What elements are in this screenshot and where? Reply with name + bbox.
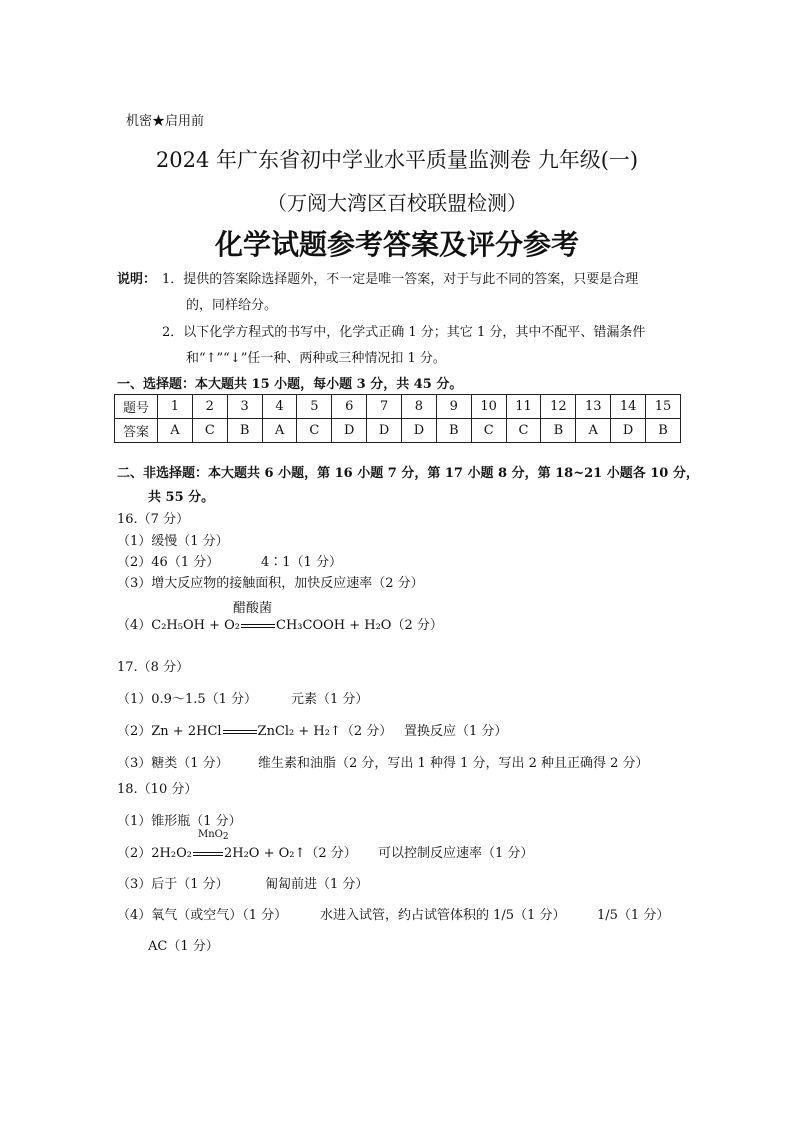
q18-line2 [117, 842, 357, 861]
table-cell: 3 [227, 395, 262, 419]
table-cell: 13 [576, 395, 611, 419]
confidential-label: 机密★启用前 [126, 114, 205, 129]
table-cell: D [332, 419, 367, 443]
note-2a: 2．以下化学方程式的书写中，化学式正确 1 分；其它 1 分，其中不配平、错漏条件 [162, 325, 646, 340]
table-cell: D [402, 419, 437, 443]
answer-table [114, 394, 681, 443]
table-cell: B [541, 419, 576, 443]
table-cell: B [227, 419, 262, 443]
q16-line4-score: （2 分） [391, 618, 443, 633]
table-row-answers [115, 419, 681, 443]
q16-line2b: 4∶1（1 分） [261, 555, 342, 570]
q18-line3b: 匍匐前进（1 分） [265, 877, 369, 892]
note-1a: 1．提供的答案除选择题外，不一定是唯一答案，对于与此不同的答案，只要是合理 [162, 272, 639, 287]
table-cell: 4 [262, 395, 297, 419]
section2-heading-a: 二、非选择题：本大题共 6 小题，第 16 小题 7 分，第 17 小题 8 分，第 18~21 小题各 10 分， [117, 466, 699, 481]
q16-line3: （3）增大反应物的接触面积，加快反应速率（2 分） [117, 576, 424, 591]
table-cell: C [506, 419, 541, 443]
q18-line3a: （3）后于（1 分） [117, 877, 229, 892]
row-label-number: 题号 [115, 395, 158, 419]
table-cell: 7 [367, 395, 402, 419]
table-cell: 5 [297, 395, 332, 419]
table-cell: C [192, 419, 227, 443]
q17-equation-products: ZnCl₂ + H₂↑ [257, 724, 341, 739]
q17-line2b: 置换反应（1 分） [404, 724, 508, 739]
q17-line2-score: （2 分） [340, 724, 393, 739]
q18-line4c: 1/5（1 分） [597, 908, 670, 923]
table-cell: 1 [158, 395, 193, 419]
reaction-equals-sign [241, 624, 275, 628]
q18-line2-prefix: （2）2H [117, 846, 171, 861]
q16-line4-prefix: （4）C [117, 618, 162, 633]
table-cell: B [646, 419, 681, 443]
q18-title: 18.（10 分） [117, 782, 198, 797]
table-cell: B [436, 419, 471, 443]
q16-equation: ₂H₅OH + O₂ CH₃COOH + H₂O [161, 618, 392, 633]
q18-equation: ₂O₂ 2H₂O + O₂↑ [170, 846, 306, 861]
document-title: 化学试题参考答案及评分参考 [214, 228, 579, 261]
table-cell: A [576, 419, 611, 443]
q18-line5: AC（1 分） [148, 939, 219, 954]
q18-line2-score: （2 分） [305, 846, 357, 861]
table-cell: D [367, 419, 402, 443]
note-1b: 的，同样给分。 [186, 298, 278, 313]
table-cell: 10 [471, 395, 506, 419]
row-label-answer: 答案 [115, 419, 158, 443]
table-row-numbers [115, 395, 681, 419]
section2-heading-b: 共 55 分。 [148, 490, 215, 505]
q17-line2-prefix: （2）Zn + 2HCl [117, 724, 222, 739]
q16-catalyst: 醋酸菌 [233, 601, 273, 616]
exam-subtitle: （万阅大湾区百校联盟检测） [267, 191, 527, 215]
q18-line4a: （4）氧气（或空气）（1 分） [117, 908, 288, 923]
q16-title: 16.（7 分） [117, 512, 190, 527]
q18-line1: （1）锥形瓶（1 分） [117, 814, 242, 829]
table-cell: 11 [506, 395, 541, 419]
q16-line1: （1）缓慢（1 分） [117, 534, 229, 549]
q17-line1a: （1）0.9～1.5（1 分） [117, 692, 258, 707]
table-cell: 15 [646, 395, 681, 419]
q18-line4b: 水进入试管，约占试管体积的 1/5（1 分） [320, 908, 566, 923]
exam-title: 2024 年广东省初中学业水平质量监测卷 九年级(一) [155, 148, 639, 172]
table-cell: 2 [192, 395, 227, 419]
table-cell: 12 [541, 395, 576, 419]
q17-line1b: 元素（1 分） [291, 692, 369, 707]
table-cell: 9 [436, 395, 471, 419]
q17-title: 17.（8 分） [117, 660, 190, 675]
q18-catalyst: MnO$_2$ [198, 829, 229, 842]
q17-line3a: （3）糖类（1 分） [117, 756, 229, 771]
q16-line4 [117, 614, 443, 633]
notes-label: 说明： [117, 272, 157, 287]
table-cell: C [471, 419, 506, 443]
q17-line3b: 维生素和油脂（2 分，写出 1 种得 1 分，写出 2 种且正确得 2 分） [258, 756, 649, 771]
q16-line2a: （2）46（1 分） [117, 555, 220, 570]
table-cell: 14 [611, 395, 646, 419]
section1-heading: 一、选择题：本大题共 15 小题，每小题 3 分，共 45 分。 [117, 377, 463, 392]
reaction-equals-sign [193, 852, 223, 856]
q17-line2 [117, 720, 392, 739]
table-cell: A [262, 419, 297, 443]
table-cell: A [158, 419, 193, 443]
table-cell: 6 [332, 395, 367, 419]
reaction-equals-sign [223, 730, 257, 734]
q18-line2b: 可以控制反应速率（1 分） [378, 846, 534, 861]
table-cell: C [297, 419, 332, 443]
table-cell: 8 [402, 395, 437, 419]
table-cell: D [611, 419, 646, 443]
note-2b: 和“↑”“↓”任一种、两种或三种情况扣 1 分。 [186, 351, 446, 366]
